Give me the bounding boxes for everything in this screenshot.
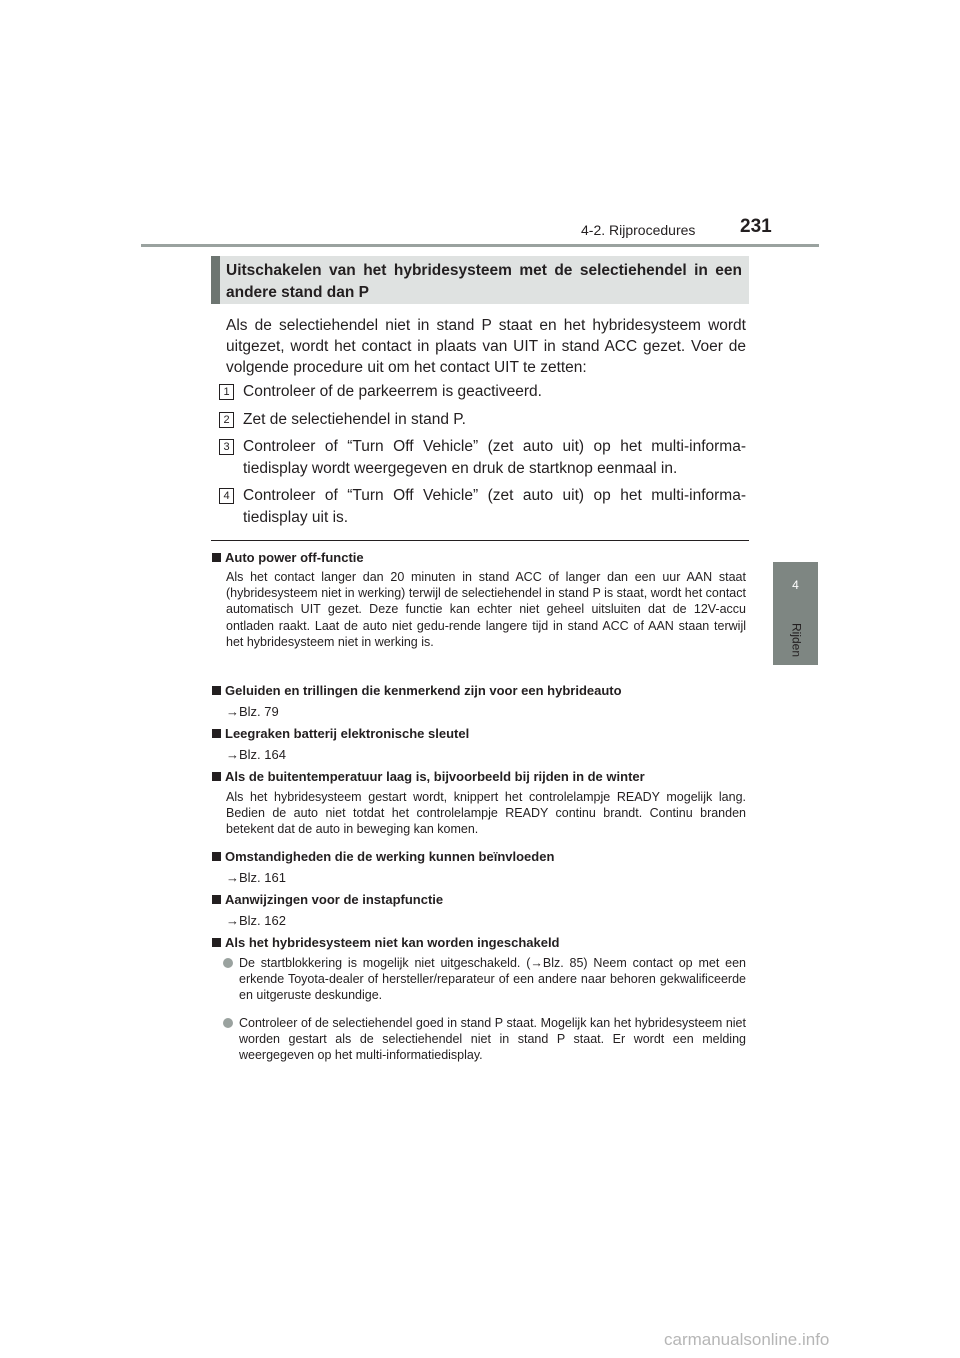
- step-text: Controleer of de parkeerrem is geactiveerd.: [243, 383, 542, 400]
- square-bullet-icon: [212, 686, 221, 695]
- note-heading: [211, 848, 751, 865]
- round-bullet-icon: [223, 958, 233, 968]
- page-reference[interactable]: →Blz. 164: [226, 747, 286, 762]
- round-bullet-icon: [223, 1018, 233, 1028]
- note-heading: [211, 934, 751, 951]
- page-reference[interactable]: →Blz. 162: [226, 913, 286, 928]
- list-item-text: De startblokkering is mogelijk niet uitgeschakeld. (→Blz. 85) Neem contact op met een erkende Toyota-dealer of hersteller/reparateur of een andere naar behoren gekwalificeerde en uitgeruste deskundige.: [239, 956, 746, 1003]
- note-title: Als de buitentemperatuur laag is, bijvoorbeeld bij rijden in de winter: [225, 769, 645, 784]
- page-reference[interactable]: →Blz. 161: [226, 870, 286, 885]
- square-bullet-icon: [212, 553, 221, 562]
- square-bullet-icon: [212, 852, 221, 861]
- note-body: Als het contact langer dan 20 minuten in stand ACC of langer dan een uur AAN staat (hybridesysteem niet in werking) terwijl de selectiehendel in stand P is staat, wordt het contact automatisch UIT gezet. Deze functie kan echter niet geheel uitsluiten dat de 12V-accu ontladen raakt. Laat de auto niet gedu-rende langere tijd in stand ACC of AAN staan terwijl het hybridesysteem niet in werking is.: [226, 570, 746, 649]
- note-body: Als het hybridesysteem gestart wordt, knippert het controlelampje READY mogelijk lang. Bedien de auto niet totdat het controlelampje READY continu brandt. Continu branden betekent dat de auto in beweging kan komen.: [226, 790, 746, 837]
- square-bullet-icon: [212, 772, 221, 781]
- page-reference[interactable]: →Blz. 79: [226, 704, 279, 719]
- chapter-number: 4: [792, 578, 799, 592]
- square-bullet-icon: [212, 895, 221, 904]
- step-number: 1: [219, 384, 234, 400]
- page-number: 231: [740, 216, 772, 237]
- note-title: Leegraken batterij elektronische sleutel: [225, 726, 470, 741]
- step-number: 3: [219, 439, 234, 455]
- note-title: Geluiden en trillingen die kenmerkend zijn voor een hybrideauto: [225, 683, 622, 698]
- section-title: 4-2. Rijprocedures: [581, 222, 696, 238]
- note-title: Auto power off-functie: [225, 550, 364, 565]
- chapter-label: Rijden: [789, 622, 804, 658]
- section-box-title: Uitschakelen van het hybridesysteem met de selectiehendel in een andere stand dan P: [226, 262, 742, 301]
- step-text: Controleer of “Turn Off Vehicle” (zet auto uit) op het multi-informa-tiedisplay wordt weergegeven en druk de startknop eenmaal in.: [243, 438, 746, 477]
- step-number: 2: [219, 412, 234, 428]
- note-heading: [211, 891, 751, 908]
- note-heading: [211, 682, 751, 699]
- step-text: Zet de selectiehendel in stand P.: [243, 411, 466, 428]
- step-text: Controleer of “Turn Off Vehicle” (zet auto uit) op het multi-informa-tiedisplay uit is.: [243, 487, 746, 526]
- notes-divider: [211, 540, 749, 541]
- header-rule: [141, 244, 819, 247]
- section-box-accent: [211, 256, 220, 304]
- note-title: Als het hybridesysteem niet kan worden ingeschakeld: [225, 935, 560, 950]
- list-item: [223, 955, 746, 1004]
- note-heading: [211, 549, 751, 566]
- square-bullet-icon: [212, 938, 221, 947]
- note-heading: [211, 725, 751, 742]
- note-heading: [211, 768, 751, 785]
- list-item: [223, 1015, 746, 1064]
- note-title: Aanwijzingen voor de instapfunctie: [225, 892, 444, 907]
- step-number: 4: [219, 488, 234, 504]
- intro-paragraph: Als de selectiehendel niet in stand P staat en het hybridesysteem wordt uitgezet, wordt het contact in plaats van UIT in stand ACC gezet. Voer de volgende procedure uit om het contact UIT te zetten:: [226, 317, 746, 376]
- square-bullet-icon: [212, 729, 221, 738]
- list-item-text: Controleer of de selectiehendel goed in stand P staat. Mogelijk kan het hybridesysteem niet worden gestart als de selectiehendel niet in stand P staat. Er wordt een melding weergegeven op het multi-informatiedisplay.: [239, 1016, 746, 1063]
- note-title: Omstandigheden die de werking kunnen beïnvloeden: [225, 849, 555, 864]
- watermark: carmanualsonline.info: [664, 1330, 830, 1349]
